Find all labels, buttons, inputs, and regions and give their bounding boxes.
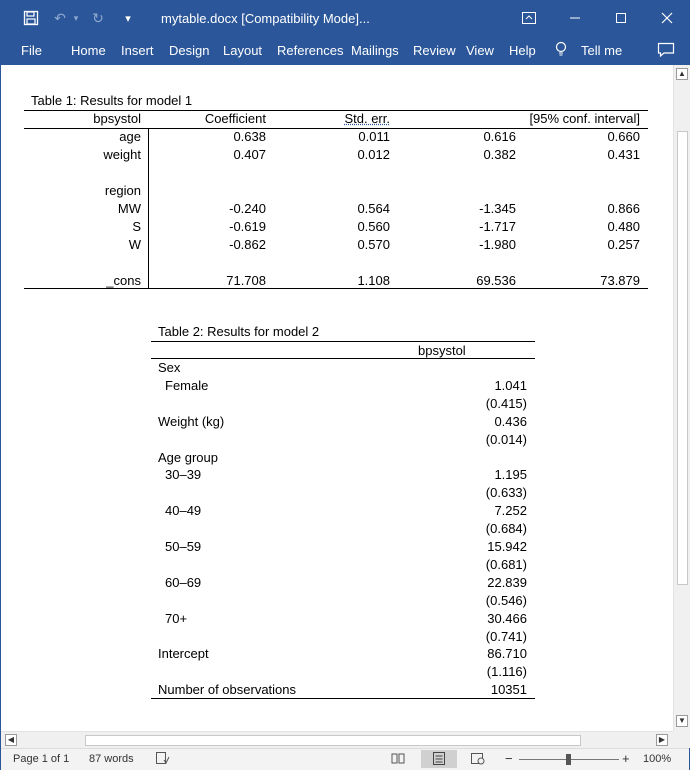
vertical-scrollbar[interactable] bbox=[673, 65, 690, 731]
scroll-right-icon[interactable]: ▶ bbox=[656, 734, 668, 746]
table1-caption: Table 1: Results for model 1 bbox=[31, 93, 193, 108]
table1-cell: 73.879 bbox=[600, 273, 640, 288]
table1-cell: -0.240 bbox=[229, 201, 266, 216]
word-count[interactable]: 87 words bbox=[89, 753, 134, 765]
scroll-left-icon[interactable]: ◀ bbox=[5, 734, 17, 746]
table2-cell: (0.741) bbox=[485, 629, 527, 644]
table2-top-rule bbox=[151, 341, 535, 342]
table2-cell: 86.710 bbox=[487, 646, 527, 661]
minimize-icon[interactable] bbox=[560, 1, 590, 35]
table2-row-label: Weight (kg) bbox=[158, 414, 225, 429]
table1-cell: 0.480 bbox=[607, 219, 640, 234]
table2-bottom-rule bbox=[151, 698, 535, 699]
tab-file[interactable]: File bbox=[21, 43, 42, 58]
table1-header-conf-interval: [95% conf. interval] bbox=[529, 111, 640, 126]
table2-row-label: Age group bbox=[158, 450, 218, 465]
tab-review[interactable]: Review bbox=[413, 43, 456, 58]
zoom-in-button[interactable]: + bbox=[622, 751, 630, 766]
tab-references[interactable]: References bbox=[277, 43, 344, 58]
undo-icon[interactable]: ↶ bbox=[54, 9, 66, 26]
vertical-scroll-thumb[interactable] bbox=[677, 131, 688, 585]
web-layout-icon[interactable] bbox=[471, 752, 485, 768]
horizontal-scrollbar[interactable] bbox=[1, 731, 673, 748]
table1-cell: 0.560 bbox=[357, 219, 390, 234]
table1-header-std-err: Std. err. bbox=[344, 111, 390, 126]
tab-home[interactable]: Home bbox=[71, 43, 106, 58]
table1-cell: 0.616 bbox=[483, 129, 516, 144]
table2-cell: 15.942 bbox=[487, 539, 527, 554]
table1-cell: 1.108 bbox=[357, 273, 390, 288]
table2-cell: 1.195 bbox=[494, 467, 527, 482]
undo-dropdown-icon[interactable]: ▾ bbox=[73, 12, 79, 23]
tab-help[interactable]: Help bbox=[509, 43, 536, 58]
window-title: mytable.docx [Compatibility Mode]... bbox=[161, 11, 370, 26]
table1-cell: 0.660 bbox=[607, 129, 640, 144]
tell-me-search[interactable]: Tell me bbox=[581, 43, 623, 58]
status-bar bbox=[1, 748, 689, 770]
table1-cell: -1.717 bbox=[479, 219, 516, 234]
table1-cell: 0.407 bbox=[233, 147, 266, 162]
document-page[interactable] bbox=[1, 65, 673, 731]
table2-cell: (0.684) bbox=[485, 521, 527, 536]
scroll-up-icon[interactable]: ▲ bbox=[676, 68, 688, 80]
table1-cell: 71.708 bbox=[226, 273, 266, 288]
tab-insert[interactable]: Insert bbox=[121, 43, 154, 58]
tab-layout[interactable]: Layout bbox=[223, 43, 263, 58]
table1-row-label: age bbox=[119, 129, 141, 144]
scroll-down-icon[interactable]: ▼ bbox=[676, 715, 688, 727]
table1-cell: -0.619 bbox=[229, 219, 266, 234]
table2-cell: (0.633) bbox=[485, 485, 527, 500]
proofing-icon[interactable] bbox=[156, 752, 170, 768]
table1-cell: 0.564 bbox=[357, 201, 390, 216]
table2-cell: 10351 bbox=[490, 682, 527, 697]
table2-row-label: Female bbox=[165, 378, 209, 393]
table2-cell: (0.546) bbox=[485, 593, 527, 608]
table1-row-label: S bbox=[132, 219, 141, 234]
customize-quick-access-icon[interactable]: ▾ bbox=[125, 12, 131, 25]
read-mode-icon[interactable] bbox=[391, 752, 405, 768]
table2-cell: (0.681) bbox=[485, 557, 527, 572]
table2-cell: (0.014) bbox=[485, 432, 527, 447]
table2-cell: (0.415) bbox=[485, 396, 527, 411]
table1-cell: 0.382 bbox=[483, 147, 516, 162]
table1-row-label: _cons bbox=[106, 273, 141, 288]
table2-row-label: 60–69 bbox=[165, 575, 202, 590]
table1-row-label: region bbox=[104, 183, 141, 198]
table2-row-label: Sex bbox=[158, 360, 181, 375]
table1-header-bpsystol: bpsystol bbox=[93, 111, 141, 126]
title-bar bbox=[1, 1, 689, 35]
table1-cell: 0.638 bbox=[233, 129, 266, 144]
table2-cell: 30.466 bbox=[487, 611, 527, 626]
zoom-level[interactable]: 100% bbox=[643, 753, 672, 765]
table2-row-label: Intercept bbox=[158, 646, 209, 661]
table1-header-coefficient: Coefficient bbox=[204, 111, 266, 126]
redo-icon[interactable]: ↻ bbox=[92, 9, 104, 26]
ribbon-display-options-icon[interactable] bbox=[514, 1, 544, 35]
table1-vertical-rule bbox=[148, 128, 149, 289]
table2-row-label: 50–59 bbox=[165, 539, 202, 554]
table2-cell: 22.839 bbox=[487, 575, 527, 590]
table1-cell: -1.980 bbox=[479, 237, 516, 252]
tab-mailings[interactable]: Mailings bbox=[351, 43, 399, 58]
table1-row-label: weight bbox=[103, 147, 141, 162]
zoom-slider-thumb[interactable] bbox=[566, 754, 571, 765]
table1-cell: -1.345 bbox=[479, 201, 516, 216]
horizontal-scroll-thumb[interactable] bbox=[85, 735, 581, 746]
table2-cell: (1.116) bbox=[486, 664, 527, 679]
table1-cell: 0.257 bbox=[607, 237, 640, 252]
table1-row-label: MW bbox=[117, 201, 141, 216]
tab-view[interactable]: View bbox=[466, 43, 494, 58]
page-count[interactable]: Page 1 of 1 bbox=[13, 753, 70, 765]
table2-row-label: 40–49 bbox=[165, 503, 202, 518]
save-icon[interactable] bbox=[19, 1, 43, 35]
table2-header-rule bbox=[151, 358, 535, 359]
table2-cell: 1.041 bbox=[494, 378, 527, 393]
tab-design[interactable]: Design bbox=[169, 43, 210, 58]
table2-caption: Table 2: Results for model 2 bbox=[158, 324, 320, 339]
maximize-icon[interactable] bbox=[606, 1, 636, 35]
table2-header-bpsystol: bpsystol bbox=[418, 343, 466, 358]
table2-cell: 0.436 bbox=[494, 414, 527, 429]
table1-cell: 0.012 bbox=[357, 147, 390, 162]
lightbulb-icon[interactable] bbox=[555, 41, 567, 60]
comments-icon[interactable] bbox=[657, 42, 675, 61]
table1-cell: 0.866 bbox=[607, 201, 640, 216]
table1-cell: 0.011 bbox=[358, 129, 390, 144]
scroll-corner bbox=[673, 731, 690, 748]
table1-cell: 69.536 bbox=[476, 273, 516, 288]
close-icon[interactable] bbox=[652, 1, 682, 35]
zoom-out-button[interactable]: − bbox=[505, 751, 513, 766]
ribbon-tabs bbox=[1, 35, 689, 65]
print-layout-icon[interactable] bbox=[421, 750, 457, 768]
table1-cell: -0.862 bbox=[229, 237, 266, 252]
table1-row-label: W bbox=[128, 237, 141, 252]
table2-row-label: 70+ bbox=[165, 611, 188, 626]
table2-cell: 7.252 bbox=[494, 503, 527, 518]
table1-cell: 0.570 bbox=[357, 237, 390, 252]
table1-cell: 0.431 bbox=[607, 147, 640, 162]
table2-row-label: 30–39 bbox=[165, 467, 202, 482]
table2-row-label: Number of observations bbox=[158, 682, 297, 697]
